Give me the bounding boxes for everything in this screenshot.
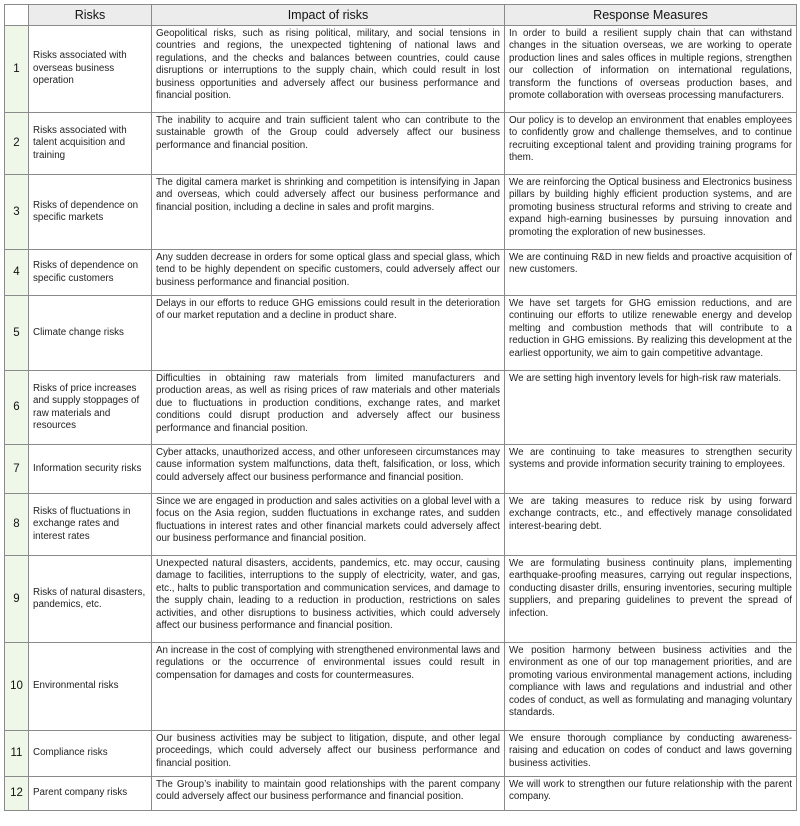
risk-response: In order to build a resilient supply chain that can withstand changes in the situation overseas, we are working to operate production lines and sales offices in multiple regions, strengthen our collection of information on international regulations, transform the functions of overseas production bases, and promote collaboration with overseas processing manufacturers. — [505, 26, 797, 113]
risk-name: Parent company risks — [29, 777, 152, 811]
risk-name: Risks associated with talent acquisition and training — [29, 113, 152, 175]
risk-impact: The Group’s inability to maintain good relationships with the parent company could adversely affect our business performance and financial position. — [152, 777, 505, 811]
risk-response: We are formulating business continuity plans, implementing earthquake-proofing measures, carrying out regular inspections, conducting disaster drills, ensuring inventories, securing multiple suppliers, and preparing guidelines to prevent the spread of infection. — [505, 556, 797, 643]
header-risks: Risks — [29, 5, 152, 26]
risk-impact: Difficulties in obtaining raw materials from limited manufacturers and production areas, as well as rising prices of raw materials and other materials due to fluctuations in production conditions, exchange rates, and market conditions could disrupt production and adversely affect our business performance and financial position. — [152, 371, 505, 445]
risk-name: Risks of price increases and supply stoppages of raw materials and resources — [29, 371, 152, 445]
risk-name: Risks associated with overseas business operation — [29, 26, 152, 113]
risk-response: We position harmony between business activities and the environment as one of our top management priorities, and are promoting various environmental management actions, including compliance with laws and regulations and industrial and other codes of conduct, as well as formulating and managing voluntary standards. — [505, 643, 797, 731]
table-row — [5, 494, 797, 556]
row-number: 3 — [5, 175, 29, 250]
risk-impact: Any sudden decrease in orders for some optical glass and special glass, which tend to be highly dependent on specific customers, could adversely affect our business performance and financial position. — [152, 250, 505, 296]
risk-impact: Cyber attacks, unauthorized access, and other unforeseen circumstances may cause information system malfunctions, data theft, falsification, or loss, which could adversely affect our business performance and financial position. — [152, 445, 505, 494]
risk-response: We are setting high inventory levels for high-risk raw materials. — [505, 371, 797, 445]
risk-impact: The inability to acquire and train sufficient talent who can contribute to the sustainable growth of the Group could adversely affect our business performance and financial position. — [152, 113, 505, 175]
table-row — [5, 175, 797, 250]
header-impact: Impact of risks — [152, 5, 505, 26]
row-number: 1 — [5, 26, 29, 113]
table-row — [5, 777, 797, 811]
row-number: 8 — [5, 494, 29, 556]
risk-name: Climate change risks — [29, 296, 152, 371]
risk-response: We are reinforcing the Optical business and Electronics business pillars by building highly efficient production systems, and are promoting business structural reforms and striving to create and expand high-earning businesses by pursuing innovation and promoting the exploration of new businesses. — [505, 175, 797, 250]
table-row — [5, 26, 797, 113]
table-row — [5, 113, 797, 175]
risk-name: Risks of dependence on specific markets — [29, 175, 152, 250]
table-row — [5, 445, 797, 494]
header-number — [5, 5, 29, 26]
row-number: 7 — [5, 445, 29, 494]
risk-response: We are taking measures to reduce risk by using forward exchange contracts, etc., and effectively manage consolidated interest-bearing debt. — [505, 494, 797, 556]
risk-impact: Delays in our efforts to reduce GHG emissions could result in the deterioration of our market reputation and a decline in product share. — [152, 296, 505, 371]
table-row — [5, 371, 797, 445]
risk-impact: Unexpected natural disasters, accidents, pandemics, etc. may occur, causing damage to facilities, interruptions to the supply of electricity, water, and gas, etc., halts to public transportation and communication services, and damage to the supply chain, leading to a reduction in production, restrictions on sales activities, and other disruptions to business activities, which could adversely affect our business performance and financial position. — [152, 556, 505, 643]
risk-impact: Our business activities may be subject to litigation, dispute, and other legal proceedings, which could adversely affect our business performance and financial position. — [152, 731, 505, 777]
row-number: 4 — [5, 250, 29, 296]
header-response: Response Measures — [505, 5, 797, 26]
risk-name: Risks of fluctuations in exchange rates and interest rates — [29, 494, 152, 556]
table-row — [5, 250, 797, 296]
risk-impact: Since we are engaged in production and sales activities on a global level with a focus on the Asia region, sudden fluctuations in exchange rates, and sudden fluctuations in interest rates and other financial markets could adversely affect our business performance and financial position. — [152, 494, 505, 556]
risk-impact: The digital camera market is shrinking and competition is intensifying in Japan and overseas, which could adversely affect our business performance and financial position, including a decline in sales and profit margins. — [152, 175, 505, 250]
risk-impact: Geopolitical risks, such as rising political, military, and social tensions in countries and regions, the unexpected tightening of national laws and regulations, and the checks and balances between countries, could cause disruptions or interruptions to the supply chain, which could result in lost business opportunities and adversely affect our business performance and financial position. — [152, 26, 505, 113]
risk-name: Compliance risks — [29, 731, 152, 777]
row-number: 12 — [5, 777, 29, 811]
risk-response: Our policy is to develop an environment that enables employees to confidently grow and challenge themselves, and to continue recruiting exceptional talent and providing training programs for them. — [505, 113, 797, 175]
row-number: 5 — [5, 296, 29, 371]
risk-response: We are continuing R&D in new fields and proactive acquisition of new customers. — [505, 250, 797, 296]
risk-response: We have set targets for GHG emission reductions, and are continuing our efforts to utilize renewable energy and develop melting and combustion methods that will contribute to a reduction in GHG emissions. By realizing this development at the earliest opportunity, we aim to gain competitive advantage. — [505, 296, 797, 371]
table-row — [5, 556, 797, 643]
risk-response: We are continuing to take measures to strengthen security systems and provide information security training to employees. — [505, 445, 797, 494]
risk-response: We will work to strengthen our future relationship with the parent company. — [505, 777, 797, 811]
risk-name: Information security risks — [29, 445, 152, 494]
risk-impact: An increase in the cost of complying with strengthened environmental laws and regulations or the occurrence of environmental issues could result in compensation for damages and costs for countermeasures. — [152, 643, 505, 731]
risk-name: Environmental risks — [29, 643, 152, 731]
risk-table — [4, 4, 797, 811]
table-row — [5, 643, 797, 731]
row-number: 2 — [5, 113, 29, 175]
row-number: 11 — [5, 731, 29, 777]
risk-response: We ensure thorough compliance by conducting awareness-raising and education on codes of conduct and laws governing business activities. — [505, 731, 797, 777]
row-number: 9 — [5, 556, 29, 643]
table-row — [5, 296, 797, 371]
row-number: 10 — [5, 643, 29, 731]
header-row — [5, 5, 797, 26]
row-number: 6 — [5, 371, 29, 445]
risk-name: Risks of natural disasters, pandemics, etc. — [29, 556, 152, 643]
risk-name: Risks of dependence on specific customers — [29, 250, 152, 296]
table-row — [5, 731, 797, 777]
